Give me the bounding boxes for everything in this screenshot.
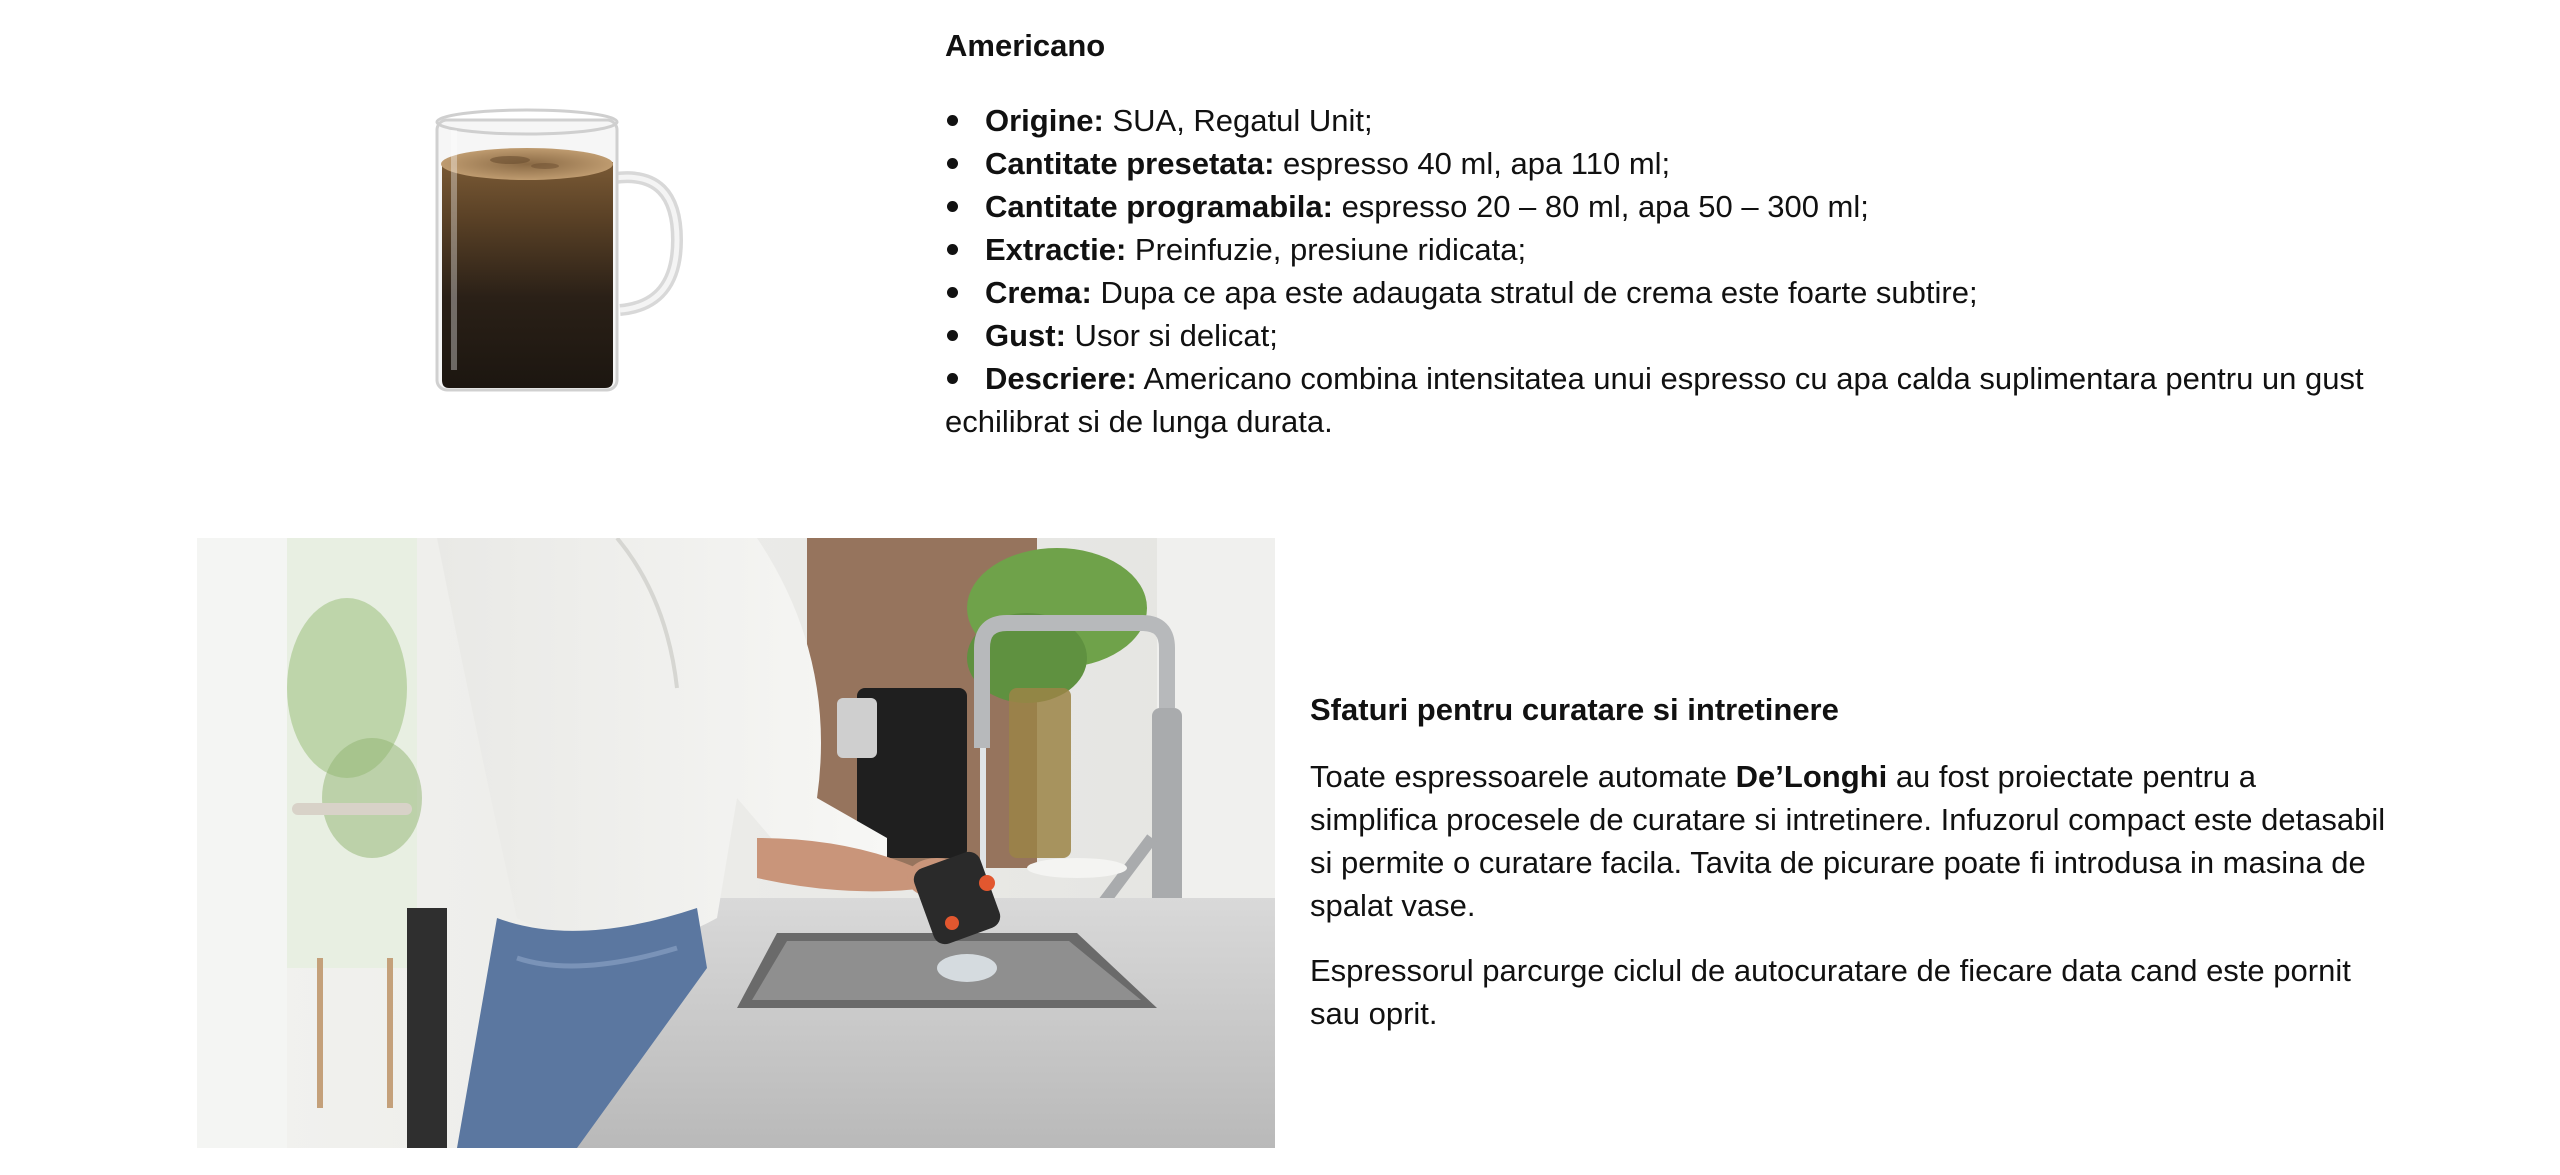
- spec-label: Descriere:: [985, 361, 1137, 396]
- care-section: [1310, 688, 2390, 1057]
- care-title: Sfaturi pentru curatare si intretinere: [1310, 692, 1839, 727]
- spec-cantitate-presetata: [945, 142, 2365, 185]
- spec-origine: [945, 99, 2365, 142]
- care-p1-before: Toate espressoarele automate: [1310, 759, 1736, 794]
- spec-value: espresso 40 ml, apa 110 ml;: [1274, 146, 1671, 181]
- care-paragraph-2: Espressorul parcurge ciclul de autocuratare de fiecare data cand este pornit sau oprit.: [1310, 953, 2351, 1031]
- spec-value: Preinfuzie, presiune ridicata;: [1126, 232, 1527, 267]
- spec-value: Usor si delicat;: [1065, 318, 1278, 353]
- americano-title: Americano: [945, 28, 1106, 63]
- americano-mug-image: [415, 100, 715, 400]
- spec-value: Dupa ce apa este adaugata stratul de crema este foarte subtire;: [1091, 275, 1978, 310]
- care-paragraph-1: [1310, 755, 2390, 927]
- spec-gust: [945, 314, 2365, 357]
- spec-cantitate-programabila: [945, 185, 2365, 228]
- spec-value: Americano combina intensitatea unui espresso cu apa calda suplimentara pentru un gust echilibrat si de lunga durata.: [945, 361, 2364, 439]
- spec-label: Gust:: [985, 318, 1066, 353]
- spec-label: Cantitate programabila:: [985, 189, 1333, 224]
- spec-label: Cantitate presetata:: [985, 146, 1275, 181]
- spec-descriere: [945, 357, 2365, 443]
- spec-value: espresso 20 – 80 ml, apa 50 – 300 ml;: [1332, 189, 1869, 224]
- spec-crema: [945, 271, 2365, 314]
- spec-label: Extractie:: [985, 232, 1127, 267]
- care-p1-after: au fost proiectate pentru a simplifica procesele de curatare si intretinere. Infuzorul compact este detasabil si permite o curatare facila. Tavita de picurare poate fi introdusa in masina de spalat vase.: [1310, 759, 2386, 923]
- americano-spec-list: [945, 99, 2365, 443]
- spec-label: Crema:: [985, 275, 1092, 310]
- washing-infuser-photo: [197, 538, 1275, 1148]
- spec-extractie: [945, 228, 2365, 271]
- americano-section: [945, 24, 2365, 443]
- spec-value: SUA, Regatul Unit;: [1103, 103, 1373, 138]
- spec-label: Origine:: [985, 103, 1104, 138]
- brand-name: De’Longhi: [1735, 759, 1888, 794]
